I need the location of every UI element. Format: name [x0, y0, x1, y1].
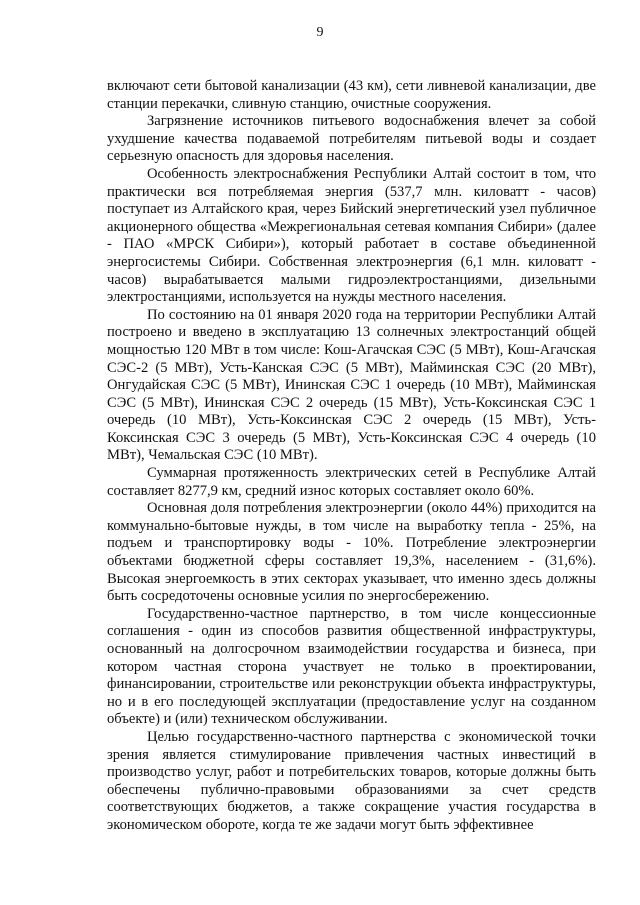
- paragraph-public-private-partnership: Государственно-частное партнерство, в том числе концессионные соглашения - один из способов развития общественной инфраструктуры, основанный на долгосрочном взаимодействии государства и бизнеса, при котором частная сторона участвует не только в проектировании, финансировании, строительстве или реконструкции объекта инфраструктуры, но и в его последующей эксплуатации (предоставление услуг на созданном объекте) и (или) техническом обслуживании.: [107, 605, 596, 728]
- paragraph-sewerage-continuation: включают сети бытовой канализации (43 км), сети ливневой канализации, две станции перекачки, сливную станцию, очистные сооружения.: [107, 78, 596, 112]
- paragraph-power-supply: Особенность электроснабжения Республики Алтай состоит в том, что практически вся потребляемая энергия (537,7 млн. киловатт - часов) поступает из Алтайского края, через Бийский энергетический узел публичное акционерного общества «Межрегиональная сетевая компания Сибири» (далее - ПАО «МРСК Сибири»), который работает в составе объединенной энергосистемы Сибири. Собственная электроэнергия (6,1 млн. киловатт - часов) вырабатывается малыми гидроэлектростанциями, дизельными электростанциями, используется на нужды местного населения.: [107, 165, 596, 306]
- paragraph-grid-length: Суммарная протяженность электрических сетей в Республике Алтай составляет 8277,9 км, средний износ которых составляет около 60%.: [107, 465, 596, 499]
- page-number: 9: [316, 25, 324, 40]
- paragraph-water-pollution: Загрязнение источников питьевого водоснабжения влечет за собой ухудшение качества подаваемой потребителям питьевой воды и создает серьезную опасность для здоровья населения.: [107, 113, 596, 165]
- paragraph-solar-plants: По состоянию на 01 января 2020 года на территории Республики Алтай построено и введено в эксплуатацию 13 солнечных электростанций общей мощностью 120 МВт в том числе: Кош-Агачская СЭС (5 МВт), Кош-Агачская СЭС-2 (5 МВт), Усть-Канская СЭС (5 МВт), Майминская СЭС (20 МВт), Онгудайская СЭС (5 МВт), Ининская СЭС 1 очередь (10 МВт), Майминская СЭС (5 МВт), Ининская СЭС 2 очередь (15 МВт), Усть-Коксинская СЭС 1 очередь (10 МВт), Усть-Коксинская СЭС 2 очередь (15 МВт), Усть-Коксинская СЭС 3 очередь (5 МВт), Усть-Коксинская СЭС 4 очередь (10 МВт), Чемальская СЭС (10 МВт).: [107, 306, 596, 464]
- paragraph-ppp-goal: Целью государственно-частного партнерства с экономической точки зрения является стимулирование привлечения частных инвестиций в производство услуг, работ и потребительских товаров, которые должны быть обеспечены публично-правовыми образованиями за счет средств соответствующих бюджетов, а также сокращение участия государства в экономическом обороте, когда те же задачи могут быть эффективнее: [107, 728, 596, 833]
- document-body: [107, 78, 596, 835]
- paragraph-consumption-share: Основная доля потребления электроэнергии (около 44%) приходится на коммунально-бытовые нужды, в том числе на выработку тепла - 25%, на подъем и транспортировку воды - 10%. Потребление электроэнергии объектами бюджетной сферы составляет 19,3%, населением - (31,6%). Высокая энергоемкость в этих секторах указывает, что именно здесь должны быть сосредоточены основные усилия по энергосбережению.: [107, 500, 596, 605]
